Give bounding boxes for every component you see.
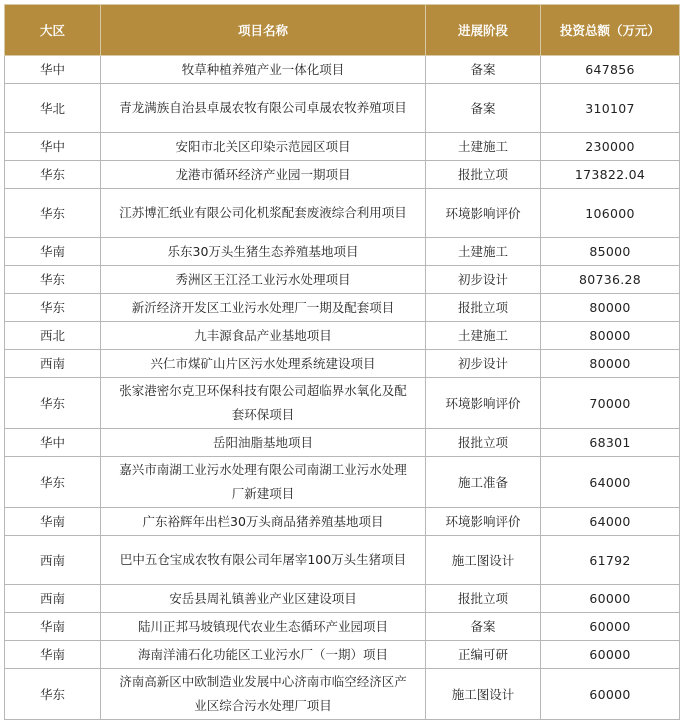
header-region: 大区	[5, 5, 101, 56]
table-row	[5, 238, 680, 266]
project-table-container	[4, 4, 679, 720]
cell-region: 华北	[5, 84, 101, 133]
table-row	[5, 669, 680, 720]
cell-amount: 106000	[541, 189, 680, 238]
cell-region: 华东	[5, 266, 101, 294]
cell-region: 西南	[5, 585, 101, 613]
cell-stage: 报批立项	[426, 429, 541, 457]
table-row	[5, 161, 680, 189]
cell-project-name: 张家港密尔克卫环保科技有限公司超临界水氧化及配套环保项目	[101, 378, 426, 429]
cell-amount: 64000	[541, 508, 680, 536]
cell-region: 华南	[5, 641, 101, 669]
cell-project-name: 海南洋浦石化功能区工业污水厂（一期）项目	[101, 641, 426, 669]
table-row	[5, 294, 680, 322]
cell-project-name: 济南高新区中欧制造业发展中心济南市临空经济区产业区综合污水处理厂项目	[101, 669, 426, 720]
cell-region: 华中	[5, 56, 101, 84]
table-row	[5, 536, 680, 585]
cell-region: 华中	[5, 429, 101, 457]
table-row	[5, 508, 680, 536]
cell-region: 华南	[5, 238, 101, 266]
table-row	[5, 641, 680, 669]
cell-region: 华中	[5, 133, 101, 161]
table-row	[5, 322, 680, 350]
cell-region: 华东	[5, 189, 101, 238]
cell-project-name: 安阳市北关区印染示范园区项目	[101, 133, 426, 161]
table-row	[5, 457, 680, 508]
cell-amount: 60000	[541, 585, 680, 613]
cell-stage: 环境影响评价	[426, 378, 541, 429]
cell-stage: 环境影响评价	[426, 508, 541, 536]
cell-amount: 68301	[541, 429, 680, 457]
cell-stage: 施工图设计	[426, 536, 541, 585]
table-row	[5, 613, 680, 641]
cell-region: 西北	[5, 322, 101, 350]
cell-amount: 310107	[541, 84, 680, 133]
cell-project-name: 青龙满族自治县卓晟农牧有限公司卓晟农牧养殖项目	[101, 84, 426, 133]
cell-stage: 土建施工	[426, 133, 541, 161]
cell-stage: 备案	[426, 84, 541, 133]
cell-stage: 施工图设计	[426, 669, 541, 720]
cell-stage: 初步设计	[426, 266, 541, 294]
cell-amount: 173822.04	[541, 161, 680, 189]
cell-project-name: 嘉兴市南湖工业污水处理有限公司南湖工业污水处理厂新建项目	[101, 457, 426, 508]
cell-project-name: 江苏博汇纸业有限公司化机浆配套废液综合利用项目	[101, 189, 426, 238]
cell-amount: 85000	[541, 238, 680, 266]
cell-amount: 80000	[541, 322, 680, 350]
cell-project-name: 岳阳油脂基地项目	[101, 429, 426, 457]
cell-project-name: 广东裕辉年出栏30万头商品猪养殖基地项目	[101, 508, 426, 536]
cell-amount: 80000	[541, 350, 680, 378]
header-stage: 进展阶段	[426, 5, 541, 56]
table-row	[5, 56, 680, 84]
cell-project-name: 牧草种植养殖产业一体化项目	[101, 56, 426, 84]
cell-project-name: 乐东30万头生猪生态养殖基地项目	[101, 238, 426, 266]
table-row	[5, 189, 680, 238]
cell-stage: 报批立项	[426, 294, 541, 322]
cell-amount: 80000	[541, 294, 680, 322]
cell-stage: 报批立项	[426, 161, 541, 189]
cell-region: 西南	[5, 350, 101, 378]
cell-project-name: 兴仁市煤矿山片区污水处理系统建设项目	[101, 350, 426, 378]
cell-region: 华东	[5, 161, 101, 189]
table-row	[5, 84, 680, 133]
cell-project-name: 龙港市循环经济产业园一期项目	[101, 161, 426, 189]
cell-region: 华南	[5, 613, 101, 641]
cell-region: 华东	[5, 294, 101, 322]
table-row	[5, 378, 680, 429]
cell-amount: 60000	[541, 613, 680, 641]
cell-amount: 80736.28	[541, 266, 680, 294]
cell-project-name: 陆川正邦马坡镇现代农业生态循环产业园项目	[101, 613, 426, 641]
cell-project-name: 九丰源食品产业基地项目	[101, 322, 426, 350]
cell-stage: 报批立项	[426, 585, 541, 613]
cell-stage: 施工准备	[426, 457, 541, 508]
cell-project-name: 新沂经济开发区工业污水处理厂一期及配套项目	[101, 294, 426, 322]
table-row	[5, 350, 680, 378]
cell-project-name: 巴中五仓宝成农牧有限公司年屠宰100万头生猪项目	[101, 536, 426, 585]
cell-amount: 60000	[541, 641, 680, 669]
cell-stage: 环境影响评价	[426, 189, 541, 238]
header-project-name: 项目名称	[101, 5, 426, 56]
cell-region: 华南	[5, 508, 101, 536]
cell-stage: 土建施工	[426, 322, 541, 350]
cell-amount: 230000	[541, 133, 680, 161]
cell-project-name: 秀洲区王江泾工业污水处理项目	[101, 266, 426, 294]
table-row	[5, 266, 680, 294]
header-row	[5, 5, 680, 56]
cell-region: 华东	[5, 669, 101, 720]
cell-stage: 正编可研	[426, 641, 541, 669]
cell-region: 华东	[5, 378, 101, 429]
cell-amount: 60000	[541, 669, 680, 720]
table-row	[5, 429, 680, 457]
cell-stage: 备案	[426, 56, 541, 84]
cell-stage: 备案	[426, 613, 541, 641]
cell-amount: 647856	[541, 56, 680, 84]
cell-stage: 土建施工	[426, 238, 541, 266]
table-row	[5, 133, 680, 161]
header-investment: 投资总额（万元）	[541, 5, 680, 56]
cell-stage: 初步设计	[426, 350, 541, 378]
table-row	[5, 585, 680, 613]
cell-amount: 64000	[541, 457, 680, 508]
cell-amount: 61792	[541, 536, 680, 585]
cell-region: 西南	[5, 536, 101, 585]
project-table	[4, 4, 680, 720]
cell-amount: 70000	[541, 378, 680, 429]
cell-project-name: 安岳县周礼镇善业产业区建设项目	[101, 585, 426, 613]
cell-region: 华东	[5, 457, 101, 508]
